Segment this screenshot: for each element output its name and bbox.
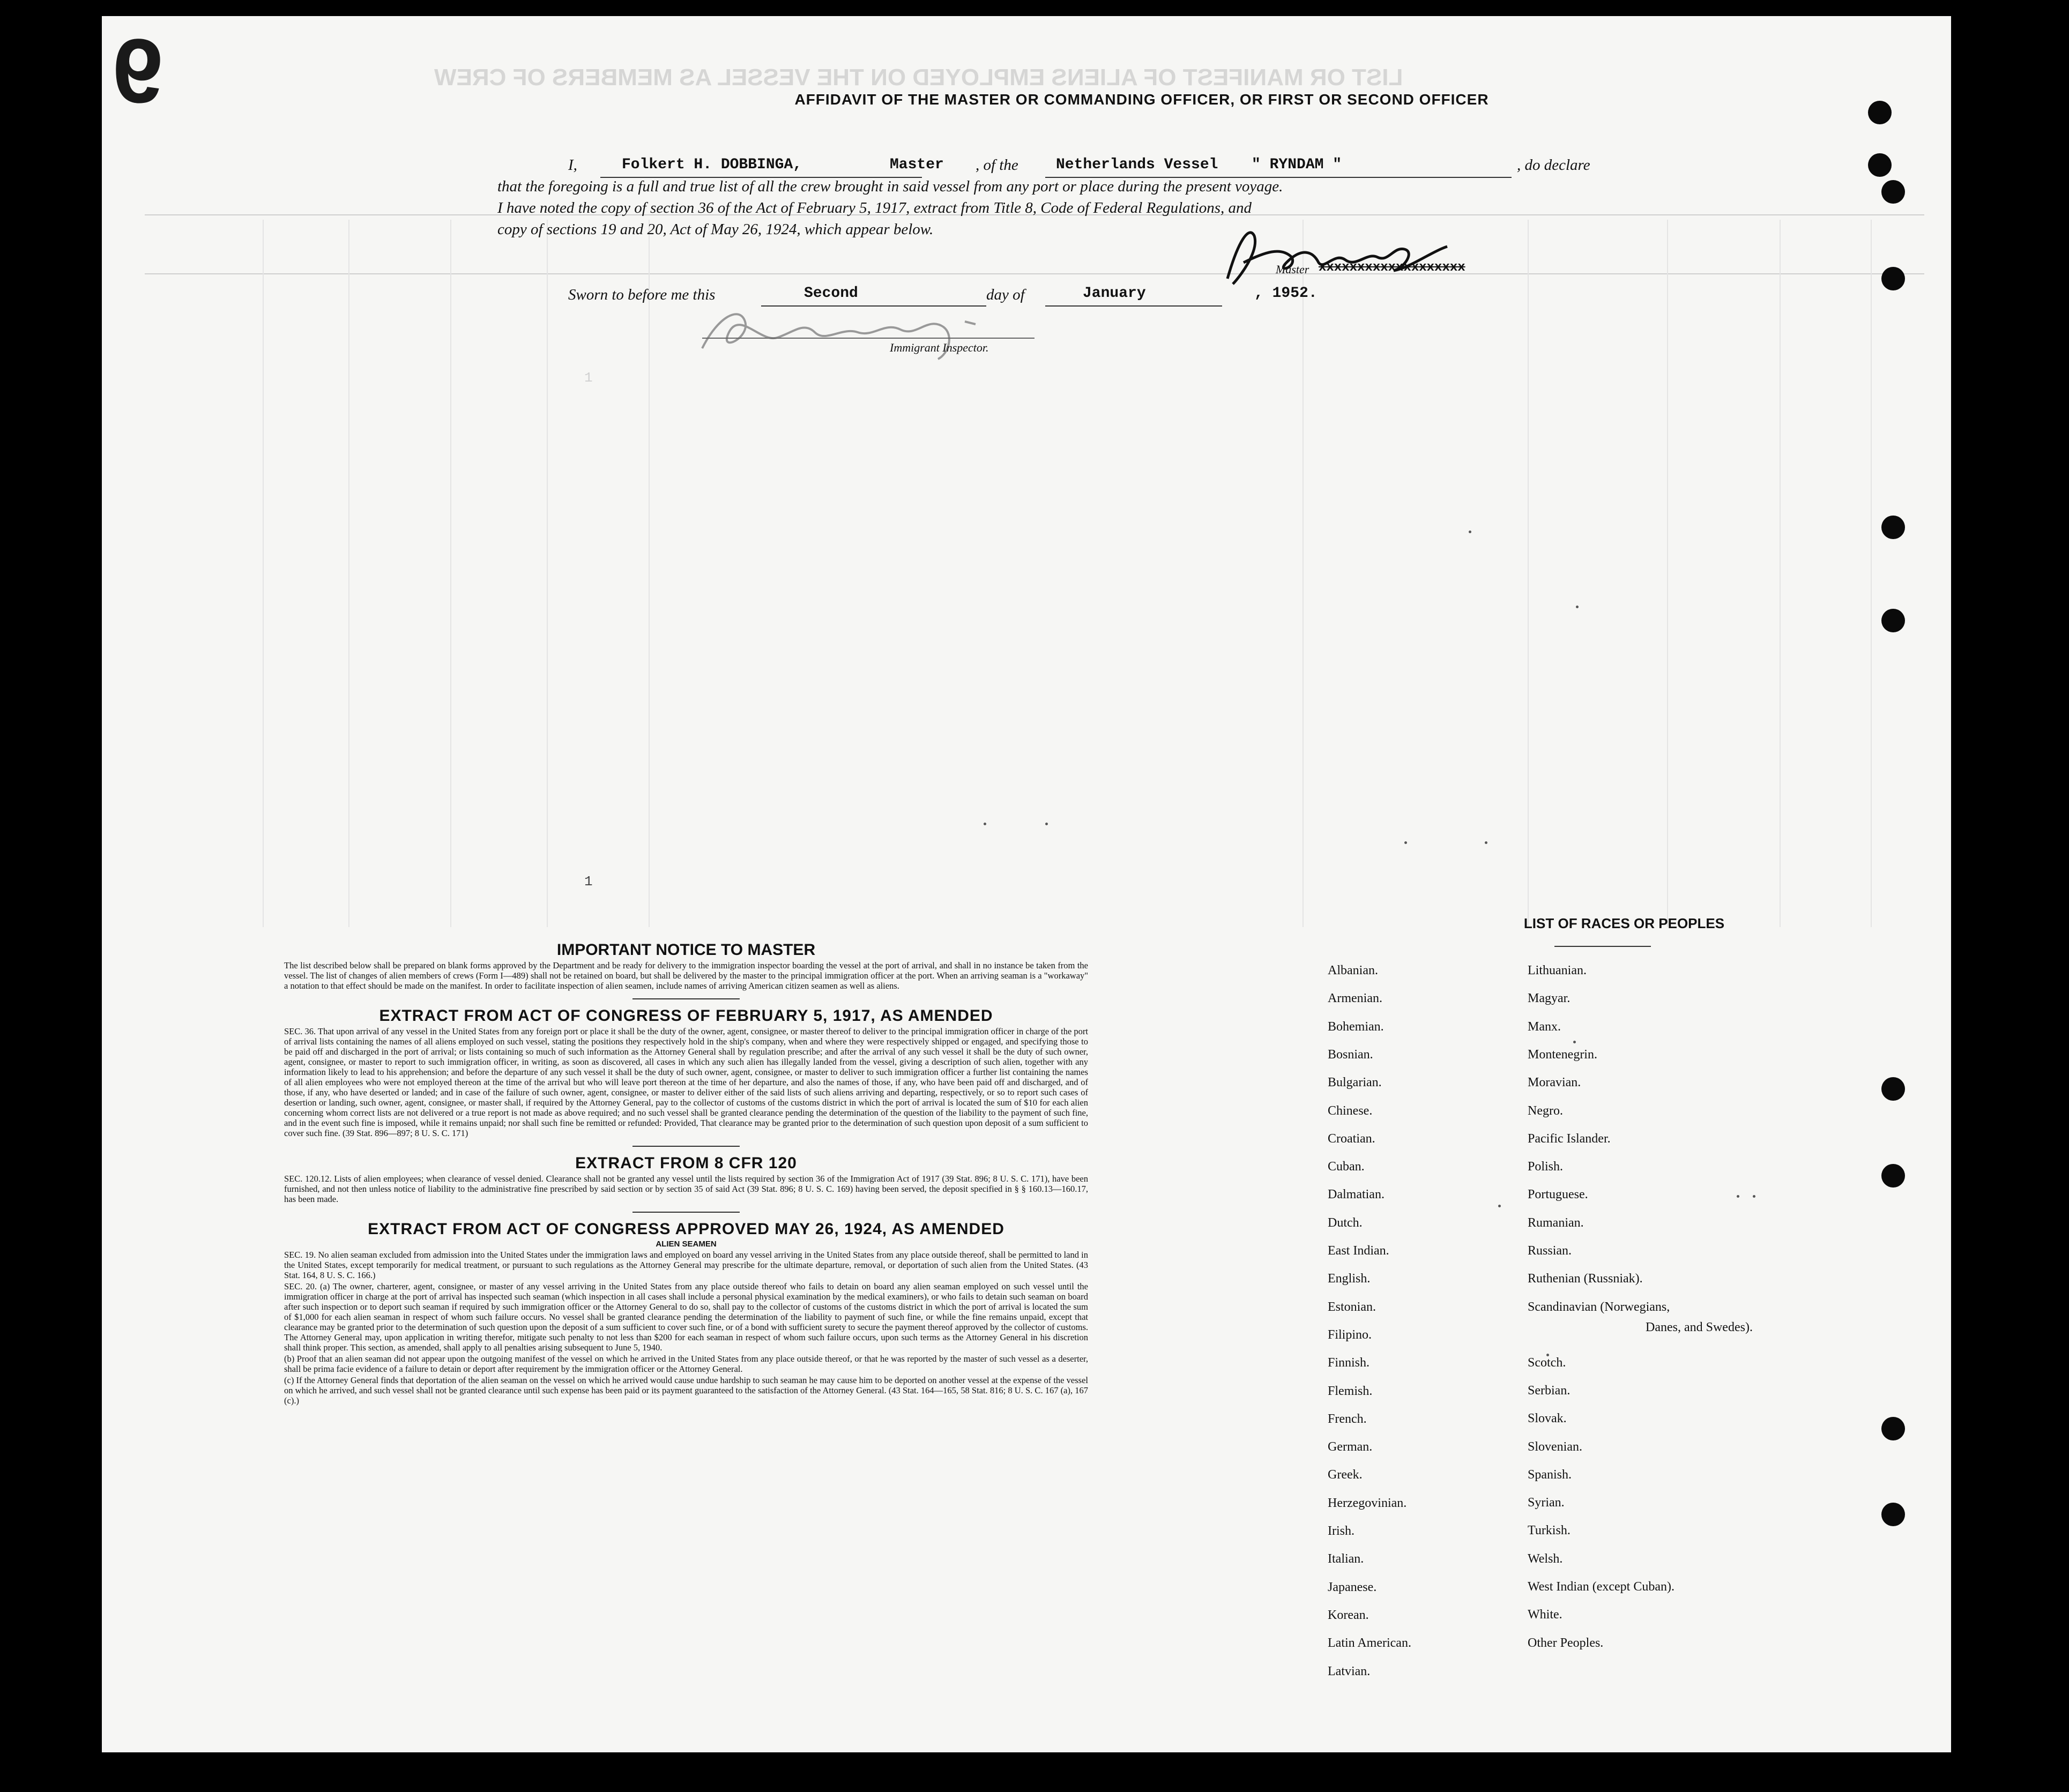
punch-hole (1881, 1417, 1905, 1440)
race-item: Italian. (1328, 1552, 1364, 1566)
race-item: Negro. (1528, 1103, 1563, 1118)
punch-hole (1881, 180, 1905, 204)
race-item: Croatian. (1328, 1131, 1375, 1146)
race-item: Moravian. (1528, 1076, 1581, 1090)
race-item: White. (1528, 1608, 1562, 1622)
race-item: Latin American. (1328, 1636, 1411, 1651)
sheet-number: 9 (113, 20, 163, 122)
extract3-sec20c: (c) If the Attorney General finds that deportation of the alien seaman on the vessel on which he arrived would cause undue hardship to such seaman he may cause him to be deported on another vessel at the expense of the vessel on which he arrived, and such vessel shall not be granted clearance until such expense has been paid or its payment guaranteed to the satisfaction of the Attorney General. (43 Stat. 164—165, 58 Stat. 816; 8 U. S. C. 167 (a), 167 (c).) (284, 1375, 1088, 1406)
race-item: German. (1328, 1440, 1373, 1454)
manifest-sheet: LIST OR MANIFEST OF ALIENS EMPLOYED ON THE VESSEL AS MEMBERS OF CREW 9 AFFIDAVIT OF THE MASTER OR COMMANDING OFFICER, OR FIRST OR SECOND OFFICER I, Folkert H. DOBBINGA, Master , of the Netherlands Vessel " RYNDAM " , do declare that the foregoing is a full and true list of all the crew brought in said vessel from any port or place during the present voyage. I have noted the copy of section 36 of the Act of February 5, 1917, extract from Title 8, Code of Federal Regulations, and copy of sections 19 and 20, Act of May 26, 1924, which appear below. Master xxxxxxxxxxxxxxxxxxx Sworn to before me this Second day of January , 1952. Immigrant Inspector. 1 1 IMPORTANT NOTICE TO MASTER The list described below shall be prepared on blank forms approved by the Department and be ready for delivery to the immigration inspector boarding the vessel at the port of arrival, and shall in no instance be taken from the vessel. The list of changes of alien members of crews (Form I—489) shall not be retained on board, but shall be delivered by the master to the principal immigration officer at the port. When an arriving seaman is a "workaway" a notation to that effect should be made on the manifest. In order to facilitate inspection of alien seamen, include names of arriving American citizen seamen as well as aliens. EXTRACT FROM ACT OF CONGRESS OF FEBRUARY 5, 1917, AS AMENDED SEC. 36. That upon arrival of any vessel in the United States from any foreign port or place it shall be the duty of the owner, agent, consignee, or master thereof to deliver to the principal immigration officer in charge of the port of arrival lists containing the names of all aliens employed on such vessel, stating the positions they respectively hold in the ship's company, when and where they were respectively shipped or engaged, and specifying those to be paid off and discharged in the port of arrival; or lists containing so much of such information as the Attorney General shall by regulation prescribe; and after the arrival of any such vessel it shall be the duty of such owner, agent, consignee, or master to report to such immigration officer, in writing, as soon as discovered, all cases in which any such alien has illegally landed from the vessel, giving a description of such alien, together with any information likely to lead to his apprehension; and before the departure of any such vessel it shall be the duty of such owner, agent, consignee, or master to deliver to such immigration officer a further list containing the names of all alien employees who were not employed thereon at the time of the arrival but who will leave port thereon at the time of her departure, and also the names of those, if any, who have been paid off and discharged, and of those, if any, who have deserted or landed; and in case of the failure of such owner, agent, consignee, or master to deliver either of the said lists of such aliens arriving and departing, respectively, or so to report such cases of desertion or landing, such owner, agent, consignee, or master shall, if required by the Attorney General, pay to the collector of customs of the customs district in which the port of arrival is located the sum of $10 for each alien concerning whom correct lists are not delivered or a true report is not made as above required; and no such vessel shall be granted clearance pending the determination of the question of the liability to the payment of such fine, and in the event such fine is imposed, while it remains unpaid; nor shall such fine be remitted or refunded: Provided, That clearance may be granted prior to the determination of such question upon deposit of a sum sufficient to cover such fine. (39 Stat. 896—897; 8 U. S. C. 171) EXTRACT FROM 8 CFR 120 SEC. 120.12. Lists of alien employees; when clearance of vessel denied. Clearance shall not be granted any vessel until the lists required by section 36 of the Immigration Act of 1917 (39 Stat. 896; 8 U. S. C. 171), have been furnished, and not then unless notice of liability to the administrative fine prescribed by said section or by section 35 of said Act (39 Stat. 896; 8 U. S. C. 169) having been served, the deposit specified in § § 160.13—160.17, has been made. EXTRACT FROM ACT OF CONGRESS APPROVED MAY 26, 1924, AS AMENDED ALIEN SEAMEN SEC. 19. No alien seaman excluded from admission into the United States under the immigration laws and employed on board any vessel arriving in the United States from any place outside thereof, shall be permitted to land in the United States, except temporarily for medical treatment, or pursuant to such regulations as the Attorney General may prescribe for the ultimate departure, removal, or deportation of such alien from the United States. (43 Stat. 164, 8 U. S. C. 166.) SEC. 20. (a) The owner, charterer, agent, consignee, or master of any vessel arriving in the United States from any place outside thereof who fails to detain on board any alien seaman employed on such vessel until the immigration officer in charge at the port of arrival has inspected such seaman (which inspection in all cases shall include a personal physical examination by the medical examiners), or who fails to detain such seaman on board after such inspection or to deport such seaman if required by such immigration officer or the Attorney General to do so, shall pay to the collector of customs of the customs district in which the port of arrival is located the sum of $1,000 for each alien seaman in respect of whom such failure occurs. No vessel shall be granted clearance pending the determination of the liability to payment of such fine, or while the fine remains unpaid, except that clearance may be granted prior to the determination of such question upon the deposit of a sum sufficient to cover such fine, or of a bond with sufficient surety to secure the payment thereof approved by the collector of customs. The Attorney General may, upon application in writing therefor, mitigate such penalty to not less than $200 for each seaman in respect of whom such failure occurs, upon such terms as the Attorney General in his discretion shall think proper. This section, as amended, shall apply to all penalties arising subsequent to June 5, 1940. (b) Proof that an alien seaman did not appear upon the outgoing manifest of the vessel on which he arrived in the United States from any place outside thereof, or that he was reported by the master of such vessel as a deserter, shall be prima facie evidence of a failure to detain or deport after requirement by the immigration officer or the Attorney General. (c) If the Attorney General finds that deportation of the alien seaman on the vessel on which he arrived would cause undue hardship to such seaman he may cause him to be deported on another vessel at the expense of the vessel on which he arrived, and such vessel shall not be granted clearance until such expense has been paid or its payment guaranteed to the satisfaction of the Attorney General. (43 Stat. 164—165, 58 Stat. 816; 8 U. S. C. 167 (a), 167 (c).) LIST OF RACES OR PEOPLES Albanian. Armenian. Bohemian. Bosnian. Bulgarian. Chinese. Croatian. Cuban. Dalmatian. Dutch. East Indian. English. Estonian. Filipino. Finnish. Flemish. French. German. Greek. Herzegovinian. Irish. Italian. Japanese. Korean. Latin American. Latvian. Lithuanian. Magyar. Manx. Montenegrin. Moravian. Negro. Pacific Islander. Polish. Portuguese. Rumanian. Russian. Ruthenian (Russniak). Scandinavian (Norwegians, Danes, and Swedes). Scotch. Serbian. Slovak. Slovenian. Spanish. Syrian. Turkish. Welsh. West Indian (except Cuban). White. Other Peoples. (102, 16, 1951, 1752)
race-item: Slovak. (1528, 1412, 1567, 1426)
race-item: Scandinavian (Norwegians, (1528, 1300, 1670, 1314)
extract3-sec19: SEC. 19. No alien seaman excluded from admission into the United States under the immigration laws and employed on board any vessel arriving in the United States from any place outside thereof, shall be permitted to land in the United States, except temporarily for medical treatment, or pursuant to such regulations as the Attorney General may prescribe for the ultimate departure, removal, or deportation of such alien from the United States. (43 Stat. 164, 8 U. S. C. 166.) (284, 1250, 1088, 1280)
race-item: Other Peoples. (1528, 1636, 1604, 1650)
race-item: Dalmatian. (1328, 1188, 1385, 1202)
race-item: Bulgarian. (1328, 1076, 1382, 1090)
race-item: Dutch. (1328, 1215, 1363, 1230)
vessel-nationality: Netherlands Vessel (1056, 156, 1218, 173)
master-signature (1217, 220, 1453, 295)
race-item: Greek. (1328, 1468, 1363, 1482)
extract3-title: EXTRACT FROM ACT OF CONGRESS APPROVED MAY 26, 1924, AS AMENDED (368, 1220, 1004, 1238)
inspector-signature (697, 300, 1029, 364)
master-name: Folkert H. DOBBINGA, (622, 156, 802, 173)
punch-hole (1881, 609, 1905, 632)
race-item: Danes, and Swedes). (1646, 1320, 1753, 1334)
affidavit-line2: that the foregoing is a full and true list of all the crew brought in said vessel from any port or place during the present voyage. (497, 178, 1283, 195)
race-item: Lithuanian. (1528, 964, 1587, 977)
punch-hole (1868, 101, 1892, 124)
race-item: Bosnian. (1328, 1047, 1373, 1062)
race-item: Welsh. (1528, 1551, 1563, 1566)
punch-hole (1868, 153, 1892, 177)
race-item: Irish. (1328, 1524, 1354, 1538)
race-item: Spanish. (1528, 1467, 1572, 1482)
race-item: West Indian (except Cuban). (1528, 1580, 1674, 1594)
struck-officer-title: xxxxxxxxxxxxxxxxxxx (1319, 260, 1465, 275)
race-item: Serbian. (1528, 1383, 1571, 1398)
notice-title: IMPORTANT NOTICE TO MASTER (556, 941, 816, 959)
race-item: Filipino. (1328, 1327, 1372, 1342)
race-item: Chinese. (1328, 1103, 1373, 1118)
race-item: Bohemian. (1328, 1019, 1384, 1034)
affidavit-title: AFFIDAVIT OF THE MASTER OR COMMANDING OFFICER, OR FIRST OR SECOND OFFICER (794, 91, 1489, 108)
race-item: Portuguese. (1528, 1188, 1588, 1202)
affidavit-i-label: I, (568, 156, 577, 174)
race-item: Armenian. (1328, 991, 1382, 1006)
race-item: English. (1328, 1272, 1371, 1286)
extract1-title: EXTRACT FROM ACT OF CONGRESS OF FEBRUARY 5, 1917, AS AMENDED (379, 1007, 993, 1025)
legal-notices (284, 941, 1088, 1406)
race-item: Pacific Islander. (1528, 1131, 1611, 1146)
master-label: Master (1276, 263, 1309, 276)
race-item: Polish. (1528, 1160, 1564, 1174)
race-item: Estonian. (1328, 1300, 1376, 1314)
extract1-body: SEC. 36. That upon arrival of any vessel in the United States from any foreign port or place it shall be the duty of the owner, agent, consignee, or master thereof to deliver to the principal immigration officer in charge of the port of arrival lists containing the names of all aliens employed on such vessel, stating the positions they respectively hold in the ship's company, when and where they were respectively shipped or engaged, and specifying those to be paid off and discharged in the port of arrival; or lists containing so much of such information as the Attorney General shall by regulation prescribe; and after the arrival of any such vessel it shall be the duty of such owner, agent, consignee, or master to report to such immigration officer, in writing, as soon as discovered, all cases in which any such alien has illegally landed from the vessel, giving a description of such alien, together with any information likely to lead to his apprehension; and before the departure of any such vessel it shall be the duty of such owner, agent, consignee, or master to deliver to such immigration officer a further list containing the names of all alien employees who were not employed thereon at the time of the arrival but who will leave port thereon at the time of her departure, and also the names of those, if any, who have been paid off and discharged, and of those, if any, who have deserted or landed; and in case of the failure of such owner, agent, consignee, or master to deliver either of the said lists of such aliens arriving and departing, respectively, or so to report such cases of desertion or landing, such owner, agent, consignee, or master shall, if required by the Attorney General, pay to the collector of customs of the customs district in which the port of arrival is located the sum of $10 for each alien concerning whom correct lists are not delivered or a true report is not made as above required; and no such vessel shall be granted clearance pending the determination of the question of the liability to the payment of such fine, and in the event such fine is imposed, while it remains unpaid; nor shall such fine be remitted or refunded: Provided, That clearance may be granted prior to the determination of such question upon deposit of a sum sufficient to cover such fine. (39 Stat. 896—897; 8 U. S. C. 171) (284, 1026, 1088, 1138)
race-item: East Indian. (1328, 1244, 1389, 1258)
race-item: Manx. (1528, 1019, 1561, 1034)
punch-hole (1881, 516, 1905, 539)
sworn-month: January (1083, 285, 1146, 302)
race-item: Albanian. (1328, 964, 1378, 977)
race-item: Turkish. (1528, 1524, 1571, 1538)
affidavit-line3: I have noted the copy of section 36 of the Act of February 5, 1917, extract from Title 8, Code of Federal Regulations, and (497, 199, 1252, 216)
race-item: Rumanian. (1528, 1215, 1584, 1230)
do-declare-label: , do declare (1517, 156, 1590, 174)
extract2-title: EXTRACT FROM 8 CFR 120 (575, 1154, 797, 1172)
extract3-sec20b: (b) Proof that an alien seaman did not appear upon the outgoing manifest of the vessel on which he arrived in the United States from any place outside thereof, or that he was reported by the master of such vessel as a deserter, shall be prima facie evidence of a failure to detain or deport after requirement by the immigration officer or the Attorney General. (284, 1354, 1088, 1374)
extract2-body: SEC. 120.12. Lists of alien employees; when clearance of vessel denied. Clearance shall not be granted any vessel until the lists required by section 36 of the Immigration Act of 1917 (39 Stat. 896; 8 U. S. C. 171), have been furnished, and not then unless notice of liability to the administrative fine prescribed by said section or by section 35 of said Act (39 Stat. 896; 8 U. S. C. 169) having been served, the deposit specified in § § 160.13—160.17, has been made. (284, 1174, 1088, 1204)
race-item: Japanese. (1328, 1580, 1377, 1594)
race-item: Latvian. (1328, 1664, 1371, 1678)
punch-hole (1881, 267, 1905, 290)
of-the-label: , of the (976, 156, 1018, 174)
race-item: Finnish. (1328, 1356, 1370, 1370)
vessel-name: " RYNDAM " (1252, 156, 1342, 173)
sworn-label: Sworn to before me this (568, 286, 716, 303)
race-item: Korean. (1328, 1608, 1369, 1622)
notice-body: The list described below shall be prepared on blank forms approved by the Department and be ready for delivery to the immigration inspector boarding the vessel at the port of arrival, and shall in no instance be taken from the vessel. The list of changes of alien members of crews (Form I—489) shall not be retained on board, but shall be delivered by the master to the principal immigration officer at the port. When an arriving seaman is a "workaway" a notation to that effect should be made on the manifest. In order to facilitate inspection of alien seamen, include names of arriving American citizen seamen as well as aliens. (284, 960, 1088, 991)
race-item: Syrian. (1528, 1496, 1565, 1510)
day-of-label: day of (986, 286, 1025, 303)
punch-hole (1881, 1164, 1905, 1188)
race-item: Magyar. (1528, 991, 1571, 1006)
race-item: Scotch. (1528, 1355, 1566, 1370)
race-item: French. (1328, 1412, 1367, 1426)
race-item: Russian. (1528, 1244, 1572, 1258)
race-item: Montenegrin. (1528, 1047, 1597, 1062)
ghost-header: LIST OR MANIFEST OF ALIENS EMPLOYED ON THE VESSEL AS MEMBERS OF CREW (434, 64, 1403, 91)
master-rank: Master (890, 156, 944, 173)
race-item: Cuban. (1328, 1160, 1365, 1174)
race-item: Herzegovinian. (1328, 1496, 1407, 1510)
race-item: Flemish. (1328, 1384, 1373, 1398)
sworn-year: , 1952. (1254, 285, 1318, 302)
races-title: LIST OF RACES OR PEOPLES (1523, 915, 1725, 931)
inspector-label: Immigrant Inspector. (890, 341, 989, 354)
punch-hole (1881, 1077, 1905, 1101)
race-item: Slovenian. (1528, 1439, 1582, 1454)
extract3-subtitle: ALIEN SEAMEN (656, 1240, 717, 1249)
punch-hole (1881, 1503, 1905, 1526)
affidavit-line4: copy of sections 19 and 20, Act of May 26, 1924, which appear below. (497, 221, 934, 238)
extract3-sec20a: SEC. 20. (a) The owner, charterer, agent, consignee, or master of any vessel arriving in the United States from any place outside thereof who fails to detain on board any alien seaman employed on such vessel until the immigration officer in charge at the port of arrival has inspected such seaman (which inspection in all cases shall include a personal physical examination by the medical examiners), or who fails to detain such seaman on board after such inspection or to deport such seaman if required by such immigration officer or the Attorney General to do so, shall pay to the collector of customs of the customs district in which the port of arrival is located the sum of $1,000 for each alien seaman in respect of whom such failure occurs. No vessel shall be granted clearance pending the determination of the liability to payment of such fine, or while the fine remains unpaid, except that clearance may be granted prior to the determination of such question upon the deposit of a sum sufficient to cover such fine, or of a bond with sufficient surety to secure the payment thereof approved by the collector of customs. The Attorney General may, upon application in writing therefor, mitigate such penalty to not less than $200 for each seaman in respect of whom such failure occurs, upon such terms as the Attorney General in his discretion shall think proper. This section, as amended, shall apply to all penalties arising subsequent to June 5, 1940. (284, 1281, 1088, 1353)
sworn-day: Second (804, 285, 858, 302)
race-item: Ruthenian (Russniak). (1528, 1272, 1643, 1286)
